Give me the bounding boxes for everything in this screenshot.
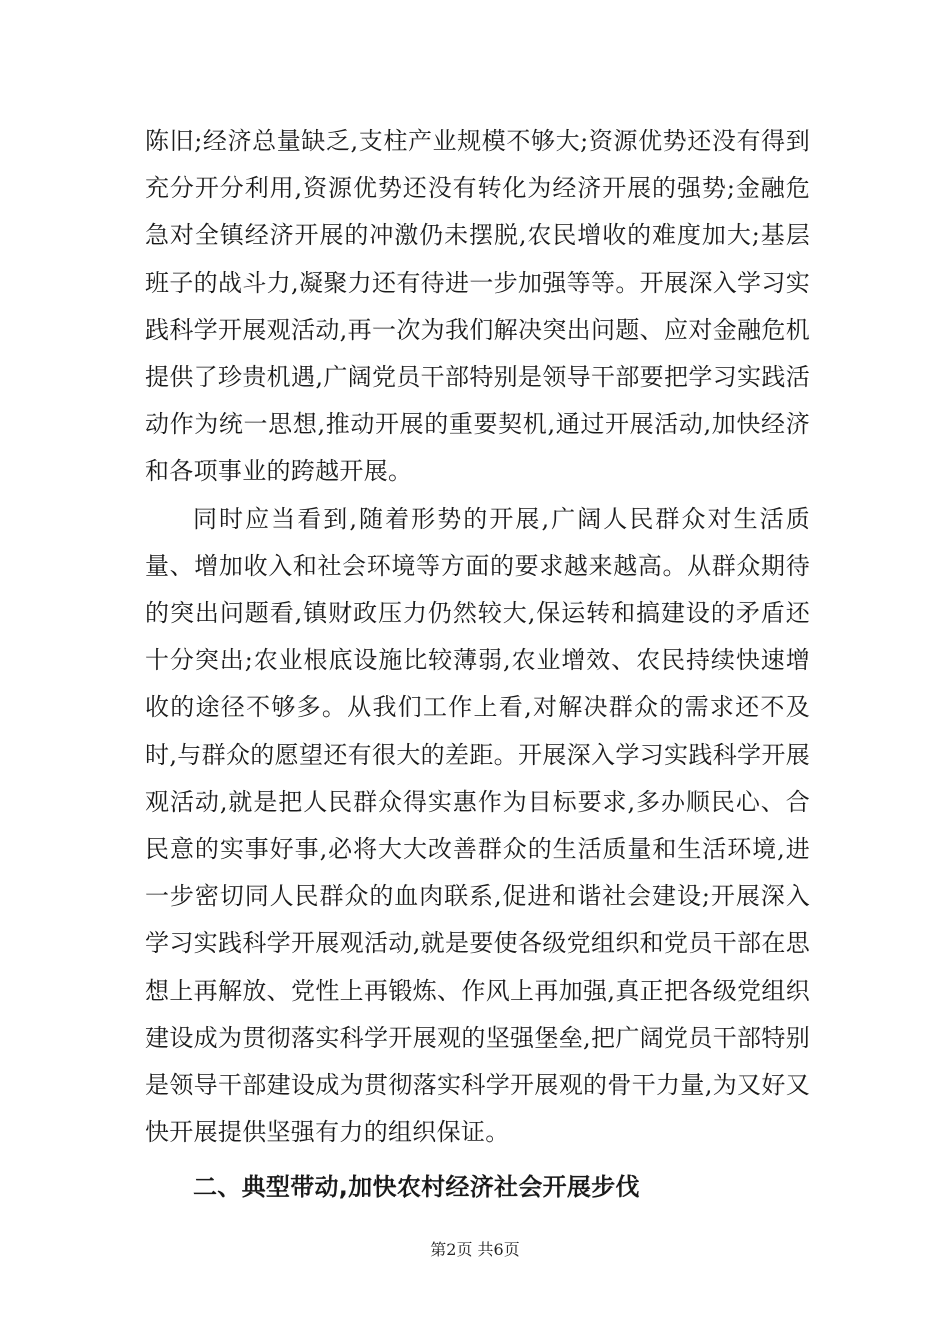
page-footer: 第2页 共6页: [430, 1240, 520, 1259]
paragraph-continuation: 陈旧;经济总量缺乏,支柱产业规模不够大;资源优势还没有得到充分开分利用,资源优势还没有转化为经济开展的强势;金融危急对全镇经济开展的冲激仍未摆脱,农民增收的难度加大;基层班子的战斗力,凝聚力还有待进一步加强等等。开展深入学习实践科学开展观活动,再一次为我们解决突出问题、应对金融危机提供了珍贵机遇,广阔党员干部特别是领导干部要把学习实践活动作为统一思想,推动开展的重要契机,通过开展活动,加快经济和各项事业的跨越开展。: [145, 127, 810, 486]
body-text: [145, 118, 810, 1156]
paragraph-situation: 同时应当看到,随着形势的开展,广阔人民群众对生活质量、增加收入和社会环境等方面的要求越来越高。从群众期待的突出问题看,镇财政压力仍然较大,保运转和搞建设的矛盾还十分突出;农业根底设施比较薄弱,农业增效、农民持续快速增收的途径不够多。从我们工作上看,对解决群众的需求还不及时,与群众的愿望还有很大的差距。开展深入学习实践科学开展观活动,就是把人民群众得实惠作为目标要求,多办顺民心、合民意的实事好事,必将大大改善群众的生活质量和生活环境,进一步密切同人民群众的血肉联系,促进和谐社会建设;开展深入学习实践科学开展观活动,就是要使各级党组织和党员干部在思想上再解放、党性上再锻炼、作风上再加强,真正把各级党组织建设成为贯彻落实科学开展观的坚强堡垒,把广阔党员干部特别是领导干部建设成为贯彻落实科学开展观的骨干力量,为又好又快开展提供坚强有力的组织保证。: [145, 504, 810, 1147]
section-heading: 二、典型带动,加快农村经济社会开展步伐: [193, 1173, 640, 1201]
